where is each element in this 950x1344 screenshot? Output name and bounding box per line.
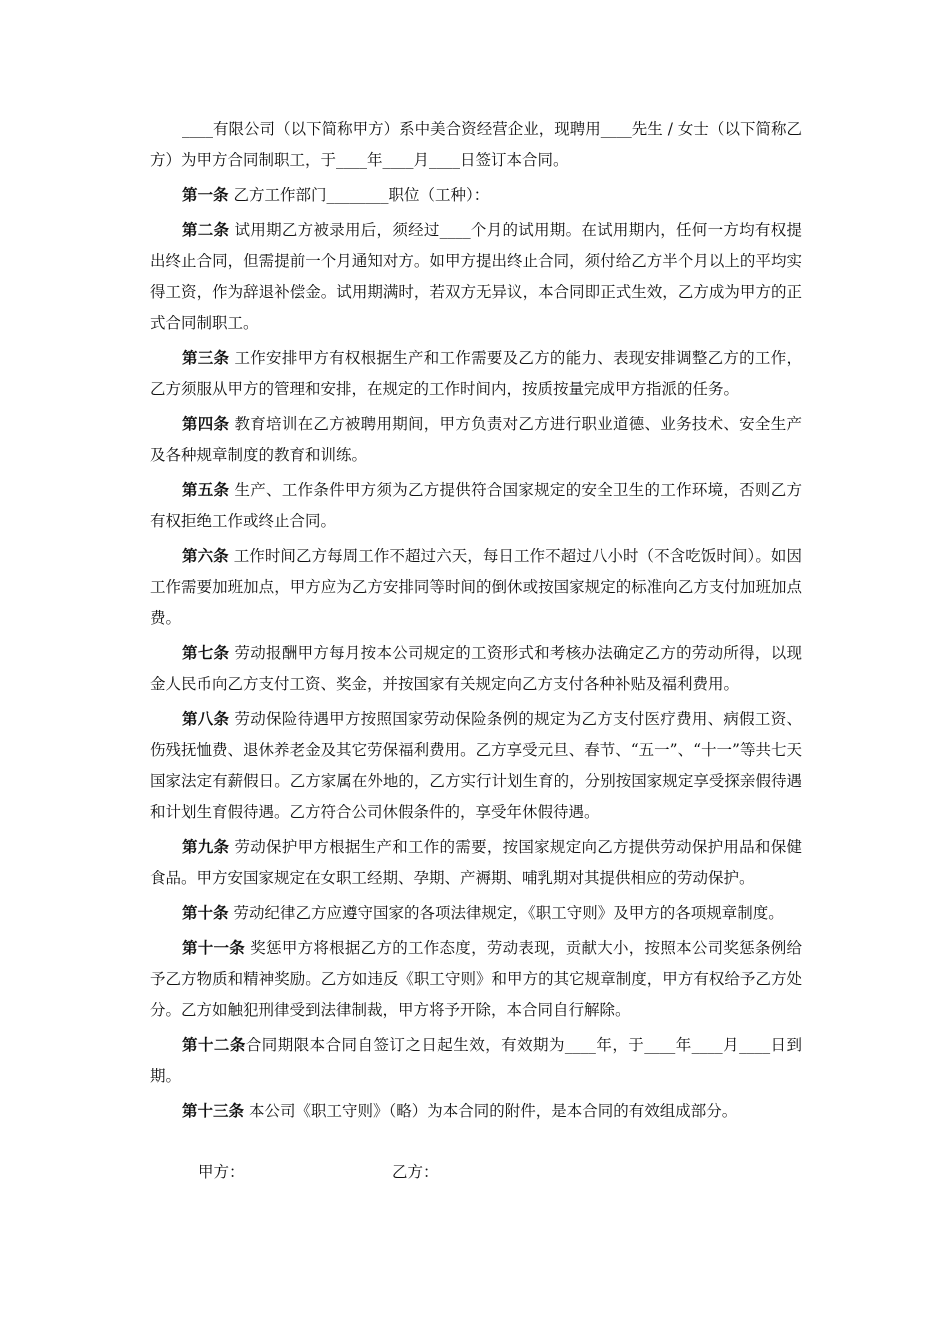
article-number: 第二条 bbox=[182, 221, 230, 239]
article-text: 本公司《职工守则》（略）为本合同的附件，是本合同的有效组成部分。 bbox=[244, 1102, 738, 1120]
article-number: 第十一条 bbox=[182, 939, 246, 957]
article-text: 合同期限本合同自签订之日起生效，有效期为____年，于____年____月____日到期。 bbox=[150, 1036, 802, 1085]
article-number: 第十二条 bbox=[182, 1036, 246, 1054]
article-13 bbox=[150, 1096, 802, 1127]
article-text: 乙方工作部门________职位（工种）： bbox=[228, 186, 490, 204]
contract-body bbox=[150, 114, 802, 1131]
article-number: 第一条 bbox=[182, 186, 229, 204]
article-text: 劳动报酬甲方每月按本公司规定的工资形式和考核办法确定乙方的劳动所得，以现金人民币向乙方支付工资、奖金，并按国家有关规定向乙方支付各种补贴及福利费用。 bbox=[150, 644, 802, 693]
article-11 bbox=[150, 933, 802, 1026]
article-number: 第五条 bbox=[182, 481, 230, 499]
article-number: 第六条 bbox=[182, 547, 229, 565]
article-number: 第三条 bbox=[182, 349, 230, 367]
article-text: 试用期乙方被录用后，须经过____个月的试用期。在试用期内，任何一方均有权提出终止合同，但需提前一个月通知对方。如甲方提出终止合同，须付给乙方半个月以上的平均实得工资，作为辞退补偿金。试用期满时，若双方无异议，本合同即正式生效，乙方成为甲方的正式合同制职工。 bbox=[150, 221, 802, 332]
article-number: 第八条 bbox=[182, 710, 230, 728]
article-number: 第四条 bbox=[182, 415, 230, 433]
article-3 bbox=[150, 343, 802, 405]
article-4 bbox=[150, 409, 802, 471]
article-10 bbox=[150, 898, 802, 929]
article-5 bbox=[150, 475, 802, 537]
article-number: 第十三条 bbox=[182, 1102, 245, 1120]
article-number: 第七条 bbox=[182, 644, 230, 662]
article-text: 劳动保险待遇甲方按照国家劳动保险条例的规定为乙方支付医疗费用、病假工资、伤残抚恤费、退休养老金及其它劳保福利费用。乙方享受元旦、春节、“五一”、“十一”等共七天国家法定有薪假日。乙方家属在外地的，乙方实行计划生育的，分别按国家规定享受探亲假待遇和计划生育假待遇。乙方符合公司休假条件的，享受年休假待遇。 bbox=[150, 710, 802, 821]
article-text: 劳动纪律乙方应遵守国家的各项法律规定，《职工守则》及甲方的各项规章制度。 bbox=[228, 904, 784, 922]
article-number: 第十条 bbox=[182, 904, 229, 922]
article-2 bbox=[150, 215, 802, 339]
article-12 bbox=[150, 1030, 802, 1092]
article-text: 劳动保护甲方根据生产和工作的需要，按国家规定向乙方提供劳动保护用品和保健食品。甲方安国家规定在女职工经期、孕期、产褥期、哺乳期对其提供相应的劳动保护。 bbox=[150, 838, 802, 887]
article-text: 教育培训在乙方被聘用期间，甲方负责对乙方进行职业道德、业务技术、安全生产及各种规章制度的教育和训练。 bbox=[150, 415, 802, 464]
intro-paragraph: ____有限公司（以下简称甲方）系中美合资经营企业，现聘用____先生 / 女士（以下简称乙方）为甲方合同制职工，于____年____月____日签订本合同。 bbox=[150, 120, 802, 169]
article-1 bbox=[150, 180, 802, 211]
article-9 bbox=[150, 832, 802, 894]
party-b-signature-label: 乙方： bbox=[392, 1163, 439, 1181]
article-text: 生产、工作条件甲方须为乙方提供符合国家规定的安全卫生的工作环境，否则乙方有权拒绝工作或终止合同。 bbox=[150, 481, 802, 530]
article-7 bbox=[150, 638, 802, 700]
article-number: 第九条 bbox=[182, 838, 230, 856]
article-6 bbox=[150, 541, 802, 634]
party-a-signature-label: 甲方： bbox=[198, 1163, 245, 1181]
article-text: 工作安排甲方有权根据生产和工作需要及乙方的能力、表现安排调整乙方的工作，乙方须服从甲方的管理和安排，在规定的工作时间内，按质按量完成甲方指派的任务。 bbox=[150, 349, 802, 398]
article-text: 奖惩甲方将根据乙方的工作态度，劳动表现，贡献大小，按照本公司奖惩条例给予乙方物质和精神奖励。乙方如违反《职工守则》和甲方的其它规章制度，甲方有权给予乙方处分。乙方如触犯刑律受到法律制裁，甲方将予开除，本合同自行解除。 bbox=[150, 939, 802, 1019]
article-8 bbox=[150, 704, 802, 828]
article-text: 工作时间乙方每周工作不超过六天，每日工作不超过八小时（不含吃饭时间）。如因工作需要加班加点，甲方应为乙方安排同等时间的倒休或按国家规定的标准向乙方支付加班加点费。 bbox=[150, 547, 802, 627]
